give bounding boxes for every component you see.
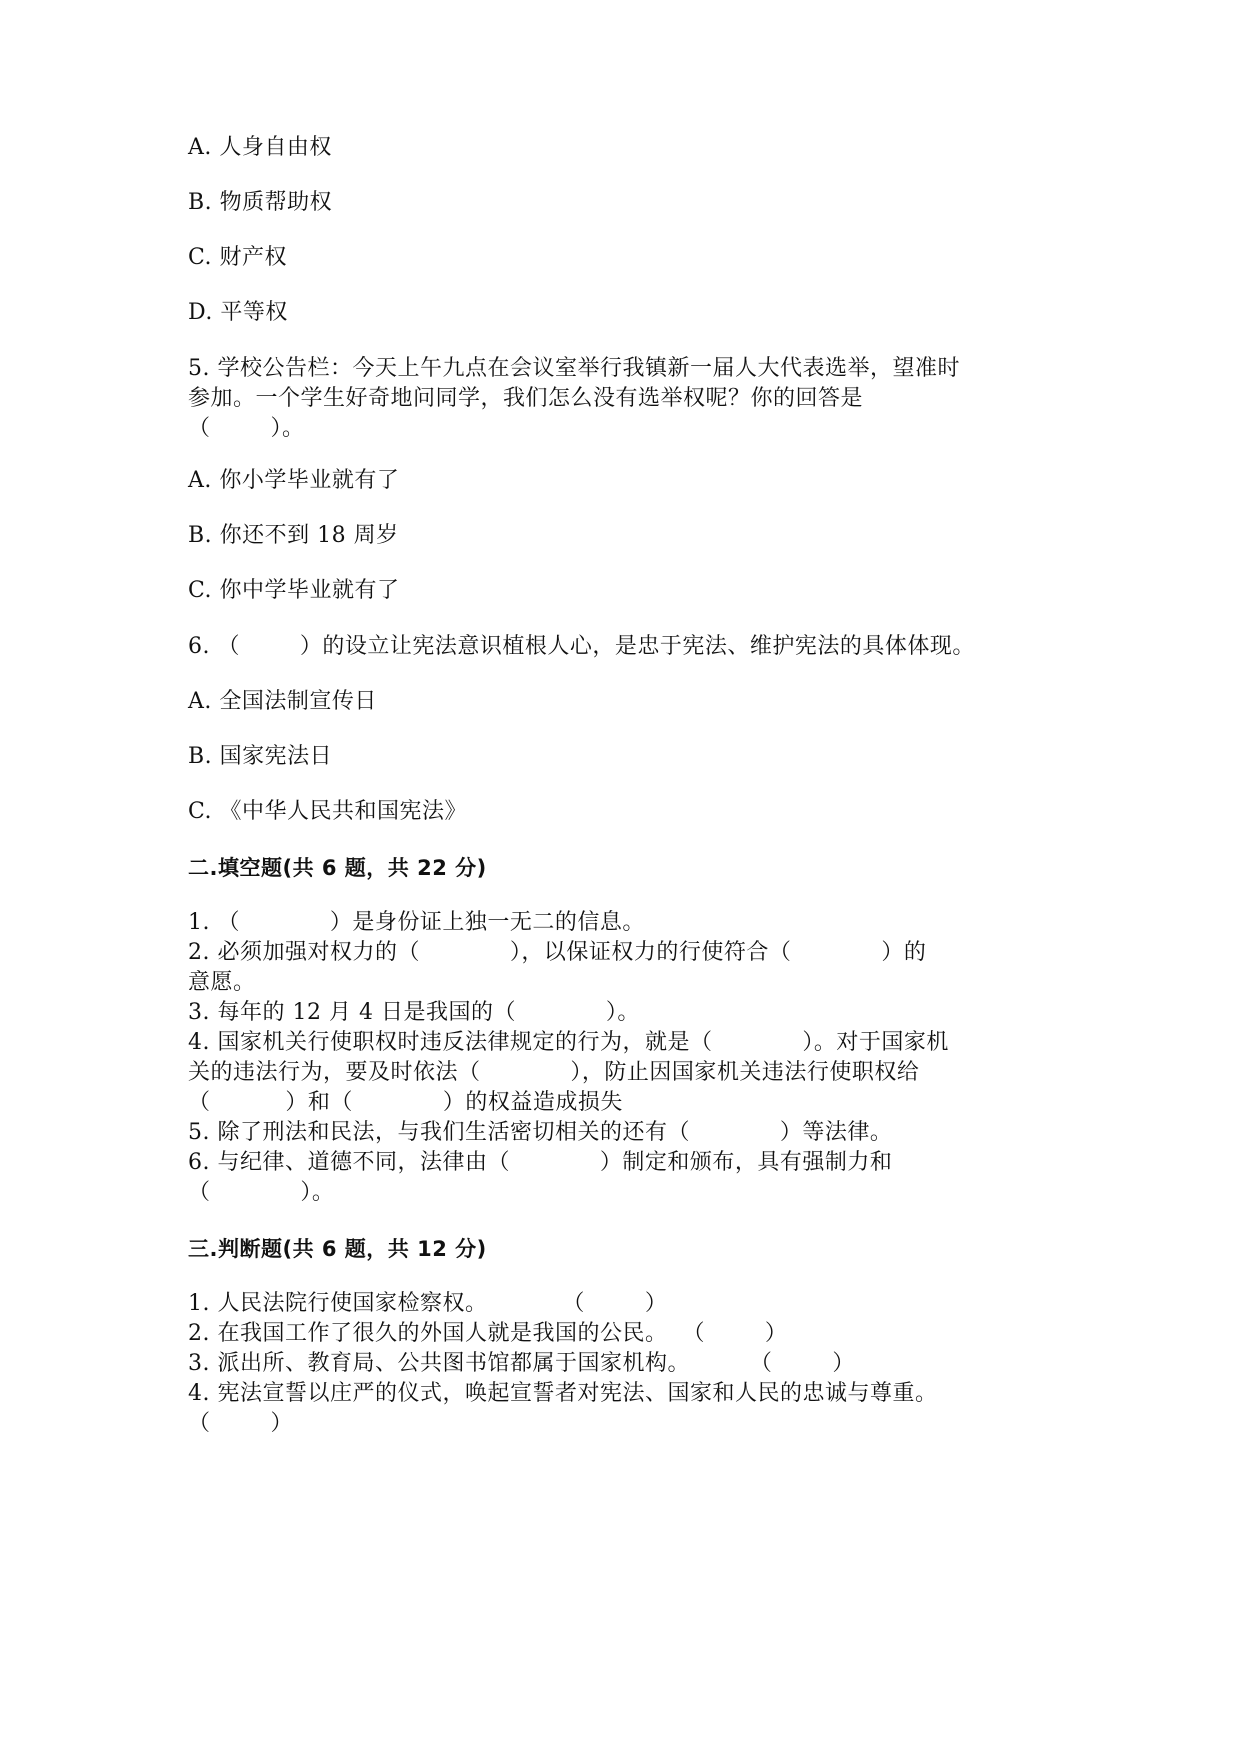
q4-option-a: A. 人身自由权 xyxy=(188,135,332,160)
fill-blank-line: 关的违法行为，要及时依法（ ），防止因国家机关违法行使职权给 xyxy=(188,1060,920,1085)
fill-blank-line: 4. 国家机关行使职权时违反法律规定的行为，就是（ ）。对于国家机 xyxy=(188,1030,949,1055)
true-false-line: （ ） xyxy=(188,1411,293,1436)
q5-option-c: C. 你中学毕业就有了 xyxy=(188,578,400,603)
true-false-line: 4. 宪法宣誓以庄严的仪式，唤起宣誓者对宪法、国家和人民的忠诚与尊重。 xyxy=(188,1381,938,1406)
q6-option-c: C. 《中华人民共和国宪法》 xyxy=(188,799,468,824)
q5-question-line: （ ）。 xyxy=(188,416,305,441)
q4-option-b: B. 物质帮助权 xyxy=(188,190,333,215)
fill-blank-line: 意愿。 xyxy=(188,970,256,995)
q5-option-b: B. 你还不到 18 周岁 xyxy=(188,523,399,548)
q6-question: 6. （ ）的设立让宪法意识植根人心，是忠于宪法、维护宪法的具体体现。 xyxy=(188,634,975,659)
q6-option-b: B. 国家宪法日 xyxy=(188,744,333,769)
q4-option-d: D. 平等权 xyxy=(188,300,288,325)
fill-blank-line: 1. （ ）是身份证上独一无二的信息。 xyxy=(188,910,645,935)
true-false-line: 2. 在我国工作了很久的外国人就是我国的公民。 （ ） xyxy=(188,1321,788,1346)
true-false-line: 3. 派出所、教育局、公共图书馆都属于国家机构。 （ ） xyxy=(188,1351,855,1376)
fill-blank-line: （ ）和（ ）的权益造成损失 xyxy=(188,1090,623,1115)
section3-heading: 三.判断题(共 6 题，共 12 分) xyxy=(188,1237,487,1261)
q6-option-a: A. 全国法制宣传日 xyxy=(188,689,377,714)
q4-option-c: C. 财产权 xyxy=(188,245,288,270)
q5-option-a: A. 你小学毕业就有了 xyxy=(188,468,400,493)
fill-blank-line: 2. 必须加强对权力的（ ），以保证权力的行使符合（ ）的 xyxy=(188,940,927,965)
true-false-line: 1. 人民法院行使国家检察权。 （ ） xyxy=(188,1291,668,1316)
fill-blank-line: （ ）。 xyxy=(188,1180,335,1205)
fill-blank-line: 3. 每年的 12 月 4 日是我国的（ ）。 xyxy=(188,1000,640,1025)
fill-blank-line: 5. 除了刑法和民法，与我们生活密切相关的还有（ ）等法律。 xyxy=(188,1120,893,1145)
q5-question-line: 参加。一个学生好奇地问同学，我们怎么没有选举权呢？你的回答是 xyxy=(188,386,864,411)
q5-question-line: 5. 学校公告栏：今天上午九点在会议室举行我镇新一届人大代表选举，望准时 xyxy=(188,356,960,381)
section2-heading: 二.填空题(共 6 题，共 22 分) xyxy=(188,856,487,880)
fill-blank-line: 6. 与纪律、道德不同，法律由（ ）制定和颁布，具有强制力和 xyxy=(188,1150,893,1175)
